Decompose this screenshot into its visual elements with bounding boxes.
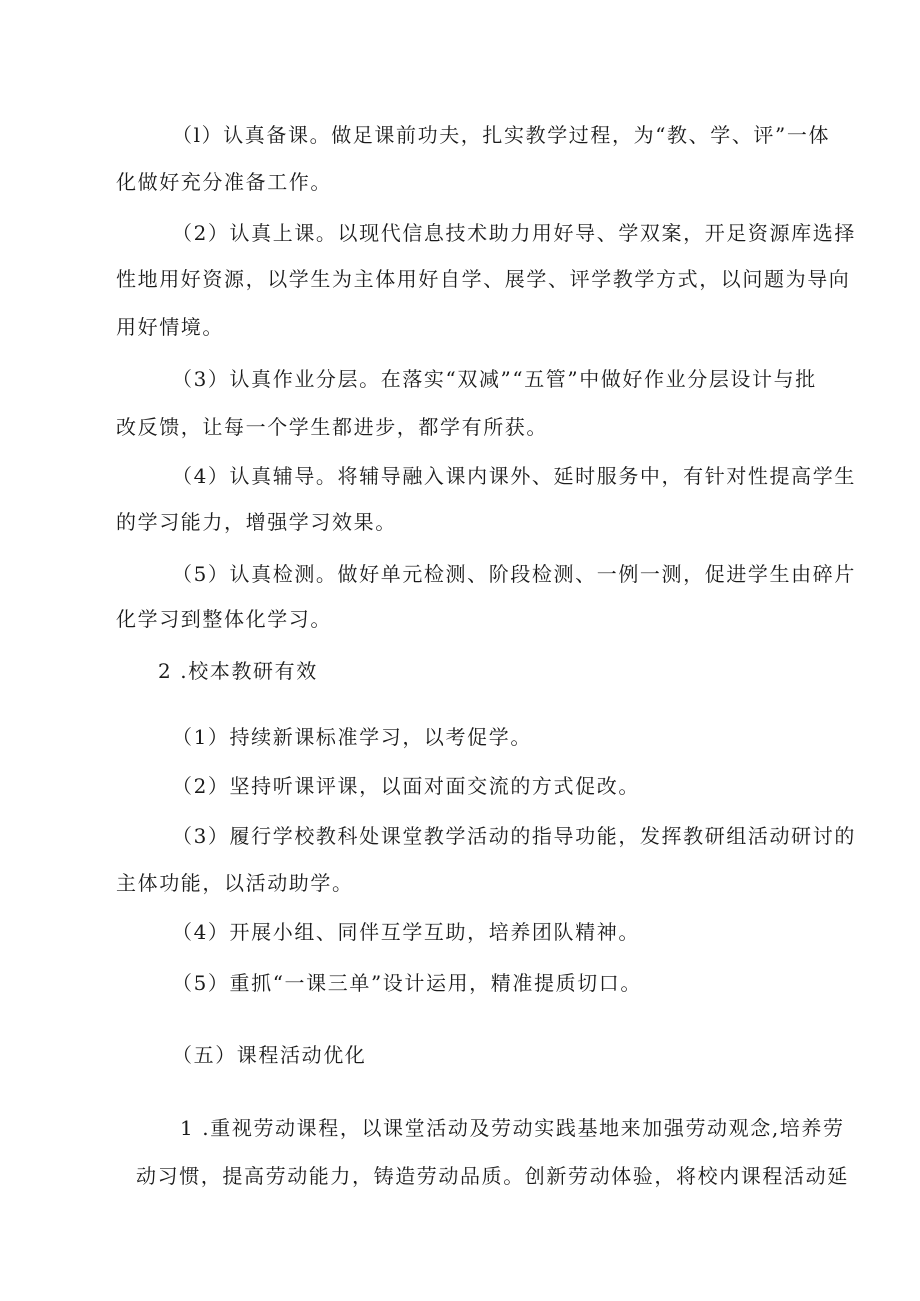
paragraph-line: 改反馈，让每一个学生都进步，都学有所获。 — [116, 415, 548, 439]
paragraph-line: 用好情境。 — [116, 315, 224, 339]
paragraph-line: 1 .重视劳动课程，以课堂活动及劳动实践基地来加强劳动观念,培养劳 — [180, 1116, 845, 1140]
paragraph-line: （5）重抓“一课三单”设计运用，精准提质切口。 — [172, 971, 642, 995]
paragraph-line: 化学习到整体化学习。 — [116, 607, 332, 631]
paragraph-line: 动习惯，提高劳动能力，铸造劳动品质。创新劳动体验，将校内课程活动延 — [136, 1164, 849, 1188]
section-heading: 2 .校本教研有效 — [158, 659, 318, 683]
section-heading: （五）课程活动优化 — [172, 1043, 367, 1067]
paragraph-line: （3）履行学校教科处课堂教学活动的指导功能，发挥教研组活动研讨的 — [172, 824, 856, 848]
paragraph-line: （l）认真备课。做足课前功夫，扎实教学过程，为“教、学、评”一体 — [172, 123, 831, 147]
paragraph-line: 化做好充分准备工作。 — [116, 170, 332, 194]
paragraph-line: （2）坚持听课评课，以面对面交流的方式促改。 — [172, 774, 640, 798]
paragraph-line: （2）认真上课。以现代信息技术助力用好导、学双案，开足资源库选择 — [172, 221, 856, 245]
paragraph-line: （1）持续新课标准学习，以考促学。 — [172, 725, 532, 749]
paragraph-line: 主体功能，以活动助学。 — [116, 871, 354, 895]
paragraph-line: 的学习能力，增强学习效果。 — [116, 510, 397, 534]
paragraph-line: （4）开展小组、同伴互学互助，培养团队精神。 — [172, 920, 640, 944]
paragraph-line: （5）认真检测。做好单元检测、阶段检测、一例一测，促进学生由碎片 — [172, 562, 856, 586]
paragraph-line: （3）认真作业分层。在落实“双减”“五管”中做好作业分层设计与批 — [172, 367, 817, 391]
paragraph-line: （4）认真辅导。将辅导融入课内课外、延时服务中，有针对性提高学生 — [172, 464, 856, 488]
paragraph-line: 性地用好资源，以学生为主体用好自学、展学、评学教学方式，以问题为导向 — [116, 267, 851, 291]
